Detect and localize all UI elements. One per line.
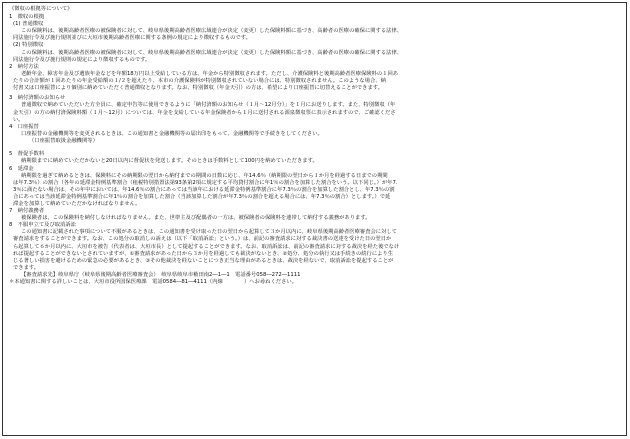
section-heading: 5 督促手数料	[9, 151, 45, 158]
paragraph-line: 被保険者は、この保険料を納付しなければなりません。また、世帯主及び配偶者の一方は、被保険者の保険料を連帯して納付する義務があります。	[21, 215, 371, 222]
section-heading: 7 納付義務者	[9, 208, 45, 215]
document-title: 《徴収の根拠等について》	[9, 6, 73, 12]
section-heading: 2 納付方法	[9, 63, 39, 70]
section-heading: 1 徴収の根拠	[9, 14, 45, 21]
paragraph-line: 納期限を過ぎて納めるときは、保険料にその納期限の翌日から納付までの期間の日数に応じ、年14.6％（納期限の翌日から１か月を経過する日までの期間	[21, 172, 388, 179]
paragraph-line: 金天引）の方の納付済保険料額（１月～12月）については、年金を支給している年金保険者から１月に送付される源泉徴収票に表示されますので、ご確認くださ	[13, 109, 396, 116]
paragraph-line: じる著しい損害を避けるための緊急の必要があるとき、③その他裁決を経ないことにつき正当な理由があるときは、裁決を経ないで、取消訴訟を提起することが	[13, 257, 394, 264]
subsection-heading: (1) 普通徴収	[13, 21, 44, 28]
paragraph-line: 滞金を加算して納めていただかなければなりません。	[13, 201, 141, 207]
notice-document	[2, 2, 627, 436]
paragraph-line: は年7.3％）の割合（各年の延滞金特例基準割合（租税特別措置法第93条第2項に規定する平均貸付割合に年1％の割合を加算した割合をいう。以下同じ。）が年7.	[13, 179, 398, 186]
paragraph-line: この通知書に記載された事項について不服があるときは、この通知書を受け取った日の翌日から起算して３か月以内に、岐阜県後期高齢者医療審査会に対して	[21, 229, 397, 236]
paragraph-line: 普通徴収で納めていただいた方全員に、確定申告等に使用できるように「納付済額のお知らせ（１月～12月分）」を１月にお送りします。また、特別徴収（年	[21, 102, 396, 109]
paragraph-line: 老齢年金、障害年金及び遺族年金などを年額18万円以上受給している方は、年金から特別徴収されます。ただし、介護保険料と後期高齢者医療保険料の１回あ	[21, 70, 399, 77]
paragraph-line: 同法施行令及び施行規則並びに大垣市後期高齢者医療に関する条例の規定により徴収するものです。	[13, 35, 251, 42]
section-heading: 6 延滞金	[9, 165, 34, 172]
paragraph-line: できます。	[13, 264, 40, 271]
paragraph-line: い。	[13, 116, 24, 123]
paragraph-line: たりの合計額が１回あたりの年金受給額の１/２を超えたり、本市の介護保険料が特別徴収されていない場合には、特別徴収されません。このような場合、納	[13, 77, 386, 84]
paragraph-line: ら起算して６か月以内に、大垣市を被告（代表者は、大垣市長）として提起することができます。なお、取消訴訟は、前記の審査請求に対する裁決を経た後でなけ	[13, 243, 400, 250]
paragraph-line: この保険料は、後期高齢者医療の被保険者に対して、岐阜県後期高齢者医療広域連合が決定（変更）した保険料額に基づき、高齢者の医療の確保に関する法律、	[21, 49, 403, 56]
review-contact-line: 【審査請求先】岐阜県庁（岐阜県後期高齢者医療審査会） 岐阜県岐阜市薮田南2―1―1 電話番号058―272―1111	[21, 271, 301, 278]
paragraph-line: れば提起することができないとされていますが、①審査請求があった日から３か月を経過しても裁決がないとき、②処分、処分の執行又は手続きの続行により生	[13, 250, 394, 257]
subsection-heading: (2) 特別徴収	[13, 42, 44, 49]
paragraph-line: 審査請求をすることができます。なお、この処分の取消しの訴えは（以下「取消訴訟」という。）は、前記の審査請求に対する裁決書の送達を受けた日の翌日か	[13, 236, 392, 243]
paragraph-line: （口座振替取扱金融機関等）	[29, 137, 98, 144]
paragraph-line: この保険料は、後期高齢者医療の被保険者に対して、岐阜県後期高齢者医療広域連合が決定（変更）した保険料額に基づき、高齢者の医療の確保に関する法律、	[21, 28, 403, 35]
paragraph-line: 納期限までに納めていただかないと20日以内に督促状を発送します。そのときは手数料として100円を納めていただきます。	[21, 158, 318, 165]
paragraph-line: 合にあっては当該延滞金特例基準割合に年1％の割合を加算した割合（当該加算した割合が年7.3％の割合を超える場合には、年7.3％の割合）とします。）で延	[13, 193, 391, 200]
paragraph-line: 3％に満たない場合は、その年中においては、年14.6％の割合にあっては当該年における延滞金特例基準割合に年7.3％の割合を加算した割合とし、年7.3％の割	[13, 186, 395, 193]
paragraph-line: 付書又は口座振替により個別に納めていただく普通徴収となります。なお、特別徴収（年金天引）の方は、希望により口座振替に切替えることができます。	[13, 85, 383, 92]
section-heading: 4 口座振替	[9, 123, 39, 130]
section-heading: 3 納付済額のお知らせ	[9, 95, 66, 102]
section-heading: 8 不服申立て及び取消訴訟	[9, 222, 76, 229]
footer-note: ＊本通知書に関する詳しいことは、大垣市役所国保医療課 電話0584―81―4111（内線 ）へお尋ねください。	[9, 279, 297, 286]
paragraph-line: 同法施行令及び施行規則の規定により徴収するものです。	[13, 56, 151, 63]
paragraph-line: 口座振替の金融機関等を変更されるときは、この通知書と金融機関等の届出印をもって、金融機関等で手続きをしてください。	[21, 130, 323, 137]
